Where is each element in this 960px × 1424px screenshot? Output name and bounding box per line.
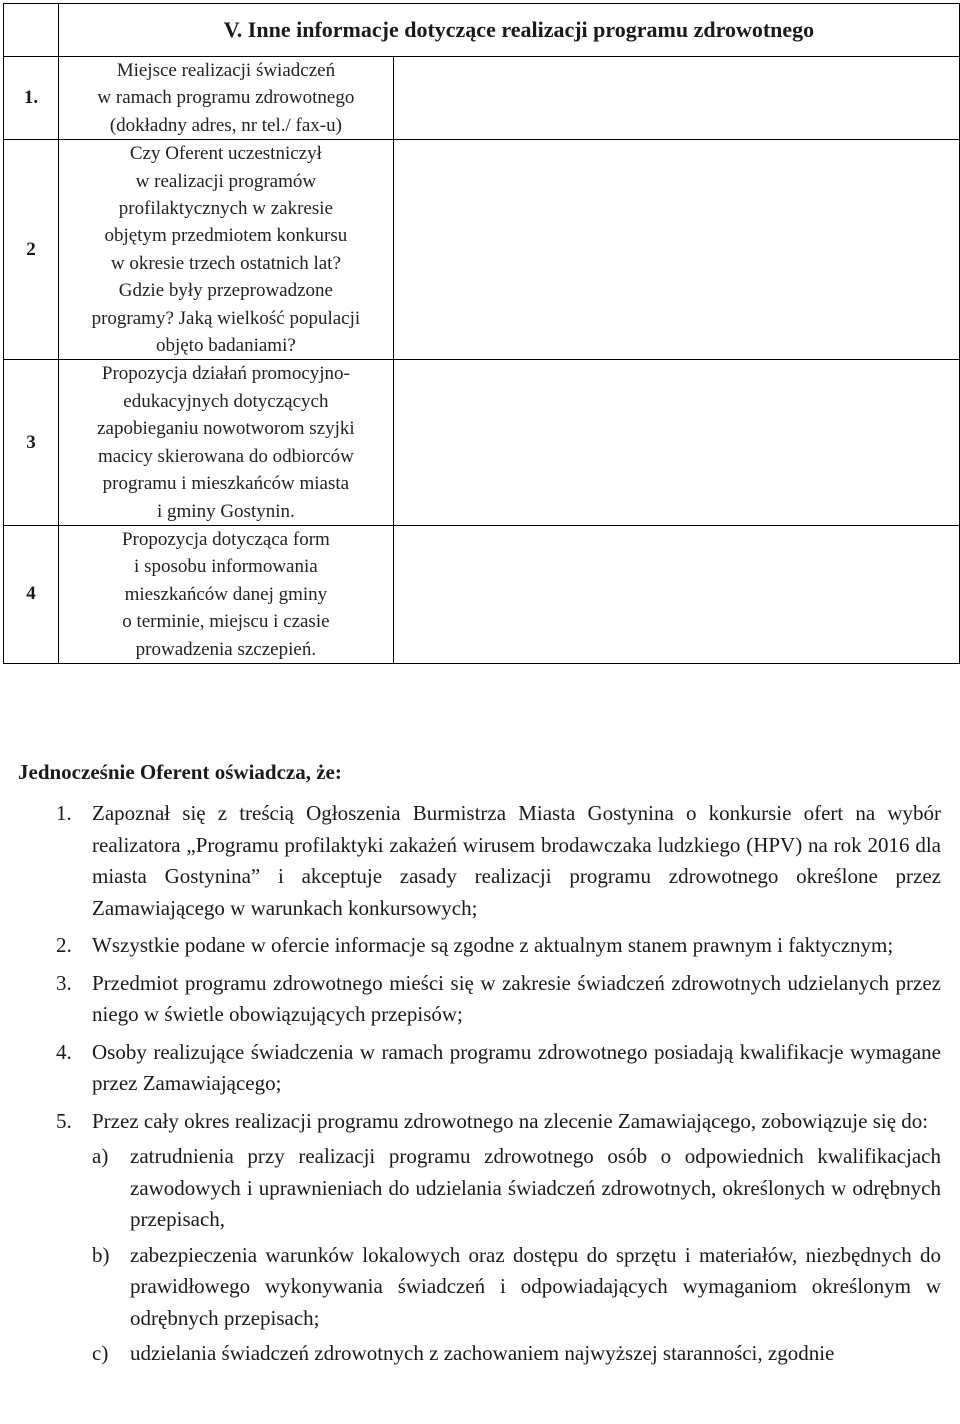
list-item [56, 1106, 941, 1370]
row-value-field[interactable] [393, 525, 959, 663]
sub-list-item [92, 1338, 941, 1370]
row-label: Propozycja dotycząca form i sposobu informowania mieszkańców danej gminy o terminie, miejscu i czasie prowadzenia szczepień. [58, 525, 393, 663]
table-row [4, 140, 960, 360]
item-text: Wszystkie podane w ofercie informacje są zgodne z aktualnym stanem prawnym i faktycznym; [92, 933, 894, 957]
row-number: 2 [4, 140, 59, 360]
item-marker: 4. [56, 1039, 72, 1064]
item-text: Zapoznał się z treścią Ogłoszenia Burmistrza Miasta Gostynina o konkursie ofert na wybór realizatora „Programu profilaktyki zakażeń wirusem brodawczaka ludzkiego (HPV) na rok 2016 dla miasta Gostynina” i akceptuje zasady realizacji programu zdrowotnego określone przez Zamawiającego w warunkach konkursowych; [92, 801, 941, 920]
sub-item-text: udzielania świadczeń zdrowotnych z zachowaniem najwyższej staranności, zgodnie [130, 1341, 835, 1365]
table-row [4, 525, 960, 663]
item-text: Przez cały okres realizacji programu zdrowotnego na zlecenie Zamawiającego, zobowiązuje się do: [92, 1108, 929, 1133]
item-marker: 5. [56, 1108, 72, 1133]
row-label: Miejsce realizacji świadczeń w ramach programu zdrowotnego (dokładny adres, nr tel./ fax-u) [58, 57, 393, 140]
item-marker: 1. [56, 801, 72, 825]
row-number: 3 [4, 360, 59, 525]
row-label: Propozycja działań promocyjno- edukacyjnych dotyczących zapobieganiu nowotworom szyjki macicy skierowana do odbiorców programu i mieszkańców miasta i gminy Gostynin. [58, 360, 393, 525]
item-text: Osoby realizujące świadczenia w ramach programu zdrowotnego posiadają kwalifikacje wymagane przez Zamawiającego; [92, 1039, 941, 1095]
declaration-title: Jednocześnie Oferent oświadcza, że: [18, 760, 342, 784]
program-info-table [3, 3, 960, 664]
row-number: 4 [4, 525, 59, 663]
item-marker: 3. [56, 970, 72, 995]
row-value-field[interactable] [393, 57, 959, 140]
row-value-field[interactable] [393, 360, 959, 525]
sub-item-text: zabezpieczenia warunków lokalowych oraz dostępu do sprzętu i materiałów, niezbędnych do prawidłowego wykonywania świadczeń i odpowiadających wymaganiom określonym w odrębnych przepisach; [130, 1242, 941, 1330]
item-text: Przedmiot programu zdrowotnego mieści się w zakresie świadczeń zdrowotnych udzielanych przez niego w świetle obowiązujących przepisów; [92, 970, 941, 1026]
row-label: Czy Oferent uczestniczył w realizacji programów profilaktycznych w zakresie objętym przedmiotem konkursu w okresie trzech ostatnich lat? Gdzie były przeprowadzone programy? Jaką wielkość populacji objęto badaniami? [58, 140, 393, 360]
sub-item-marker: b) [92, 1242, 110, 1267]
item-marker: 2. [56, 933, 72, 957]
row-number: 1. [4, 57, 59, 140]
list-item [56, 968, 941, 1031]
sub-list-item [92, 1141, 941, 1236]
sub-list-item [92, 1240, 941, 1335]
table-row [4, 360, 960, 525]
list-item [56, 930, 941, 962]
sub-item-marker: c) [92, 1341, 109, 1365]
list-item [56, 1037, 941, 1100]
section-heading: V. Inne informacje dotyczące realizacji programu zdrowotnego [58, 4, 959, 57]
sub-item-marker: a) [92, 1144, 109, 1168]
table-row [4, 57, 960, 140]
declaration-list [56, 798, 941, 1376]
row-value-field[interactable] [393, 140, 959, 360]
list-item [56, 798, 941, 924]
sub-item-text: zatrudnienia przy realizacji programu zdrowotnego osób o odpowiednich kwalifikacjach zawodowych i uprawnieniach do udzielania świadczeń zdrowotnych, określonych w odrębnych przepisach, [130, 1144, 941, 1231]
